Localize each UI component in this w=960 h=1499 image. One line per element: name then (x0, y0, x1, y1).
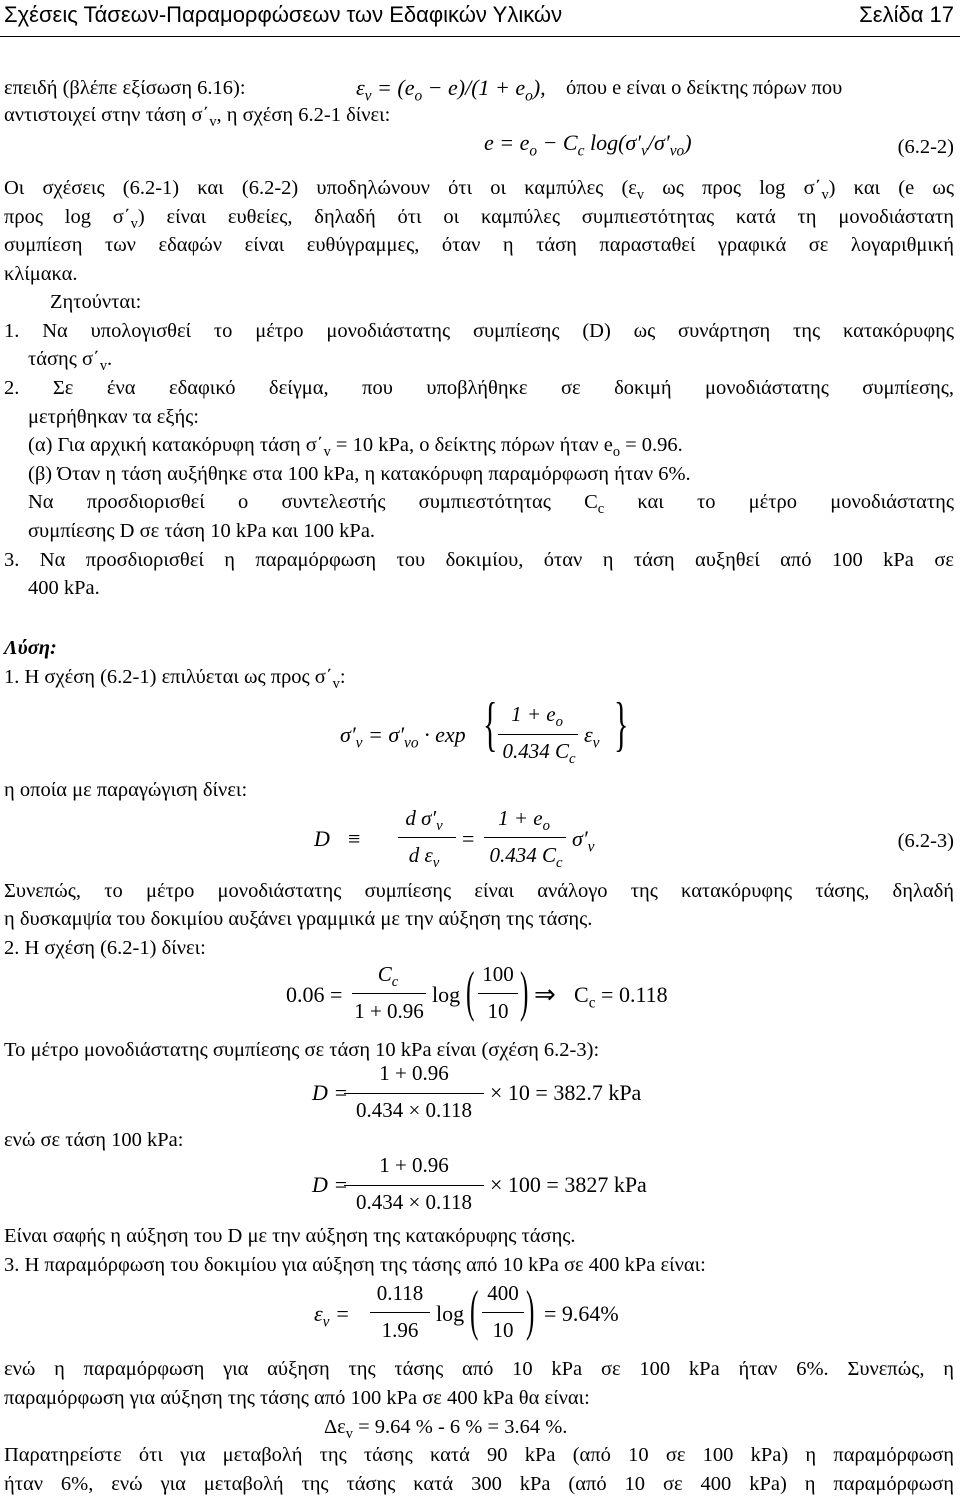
equation-tail: $\varepsilon_v$ (584, 722, 600, 752)
text-line: συμπίεση των εδαφών είναι ευθύγραμμες, όταν η τάση παρασταθεί γραφικά σε λογαριθμική (4, 234, 954, 256)
fraction-denominator: 10 (492, 1318, 514, 1342)
text-line: συμπίεσης D σε τάση 10 kPa και 100 kPa. (28, 520, 376, 542)
question-1: 1. Να υπολογισθεί το μέτρο μονοδιάστατης συμπίεσης (D) ως συνάρτηση της κατακόρυφης (4, 320, 954, 342)
fraction-numerator: 0.118 (376, 1281, 424, 1305)
fraction-bar (370, 1312, 430, 1313)
equation-lhs: D = (312, 1080, 349, 1105)
fraction-numerator: $C_c$ (377, 962, 399, 991)
inline-equation: $\varepsilon_v = (e_o - e)/(1 + e_o)$, (356, 75, 546, 105)
fraction-bar (498, 734, 578, 735)
fraction-bar (482, 1312, 524, 1313)
fraction-numerator: $1 + e_o$ (511, 702, 563, 731)
right-brace: } (614, 691, 629, 757)
fraction-denominator: 1.96 (381, 1318, 419, 1342)
text-line: Το μέτρο μονοδιάστατης συμπίεσης σε τάση 10 kPa είναι (σχέση 6.2-3): (4, 1039, 600, 1061)
text-line: αντιστοιχεί στην τάση $\sigma΄_v$, η σχέση 6.2-1 δίνει: (4, 104, 391, 131)
equation-number: (6.2-3) (897, 830, 954, 852)
text-line: Παρατηρείστε ότι για μεταβολή της τάσης κατά 90 kPa (από 10 σε 100 kPa) η παραμόρφωση (4, 1444, 954, 1466)
fraction-bar (344, 1093, 484, 1094)
header-title: Σχέσεις Τάσεων-Παραμορφώσεων των Εδαφικών Υλικών (4, 2, 563, 27)
left-paren: ( (466, 961, 475, 1023)
text-line: Συνεπώς, το μέτρο μονοδιάστατης συμπίεσης είναι ανάλογο της κατακόρυφης τάσης, δηλαδή (4, 880, 954, 902)
text-line: Να προσδιορισθεί ο συντελεστής συμπιεστότητας $C_c$ και το μέτρο μονοδιάστατης (28, 491, 954, 518)
equation-lhs: 0.06 = (286, 982, 343, 1007)
equation-lhs: D = (312, 1172, 349, 1197)
equation-6-2-2: $e = e_o - C_c$ $\log(\sigma'_v/\sigma'_{vo})$ (484, 130, 692, 160)
text-line: ενώ η παραμόρφωση για αύξηση της τάσης από 10 kPa σε 100 kPa ήταν 6%. Συνεπώς, η (4, 1358, 954, 1380)
fraction-bar (478, 993, 518, 994)
equation-lhs: D (314, 826, 330, 851)
text-line: 1. Η σχέση (6.2-1) επιλύεται ως προς $\sigma΄_v$: (4, 666, 346, 693)
text-line: (α) Για αρχική κατακόρυφη τάση $\sigma΄_v = 10$ kPa, ο δείκτης πόρων ήταν $e_o = 0.96$. (28, 434, 683, 461)
fraction-numerator: 400 (487, 1281, 519, 1305)
left-brace: { (483, 691, 498, 757)
log-label: log (436, 1301, 465, 1326)
page-header (0, 0, 960, 30)
text-line: 2. Η σχέση (6.2-1) δίνει: (4, 937, 206, 959)
text-line: ενώ σε τάση 100 kPa: (4, 1129, 184, 1151)
fraction-numerator: 100 (482, 962, 514, 986)
equation-tail: × 100 = 3827 kPa (490, 1172, 647, 1197)
fraction-bar (344, 1185, 484, 1186)
text-fragment: επειδή (βλέπε εξίσωση 6.16): (4, 77, 246, 99)
equation-result: = 9.64% (544, 1301, 619, 1326)
text-line: μετρήθηκαν τα εξής: (28, 406, 199, 428)
solution-heading: Λύση: (4, 637, 57, 659)
implies-arrow: ⇒ (534, 980, 556, 1009)
equation-number: (6.2-2) (897, 136, 954, 158)
equals-sign: = (462, 826, 475, 851)
text-line: ήταν 6%, ενώ για μεταβολή της τάσης κατά 300 kPa (από 10 σε 400 kPa) η παραμόρφωση (4, 1473, 954, 1495)
fraction-numerator: 1 + 0.96 (379, 1153, 449, 1177)
fraction-numerator: $1 + e_o$ (498, 806, 550, 835)
right-paren: ) (520, 961, 529, 1023)
fraction-denominator: 0.434 × 0.118 (355, 1098, 473, 1122)
fraction-numerator: d $\sigma'_v$ (405, 806, 443, 835)
text-line: κλίμακα. (4, 263, 78, 285)
page-number: Σελίδα 17 (859, 2, 954, 27)
equivalence-sign: ≡ (348, 826, 361, 851)
fraction-denominator: 0.434 $C_c$ (502, 739, 576, 768)
equation-lhs: $\sigma'_v = \sigma'_{vo} \cdot \exp$ (340, 722, 466, 752)
right-paren: ) (526, 1280, 535, 1342)
equation-lhs: $\varepsilon_v$ = (314, 1301, 350, 1331)
equation-tail: $\sigma'_v$ (572, 826, 595, 856)
left-paren: ( (470, 1280, 479, 1342)
text-fragment: όπου e είναι ο δείκτης πόρων που (566, 77, 843, 99)
equation-tail: × 10 = 382.7 kPa (490, 1080, 642, 1105)
equation-result: $C_c = 0.118$ (574, 982, 668, 1012)
text-line: 3. Η παραμόρφωση του δοκιμίου για αύξηση της τάσης από 10 kPa σε 400 kPa είναι: (4, 1254, 706, 1276)
fraction-numerator: 1 + 0.96 (379, 1061, 449, 1085)
text-line: παραμόρφωση για αύξηση της τάσης από 100 kPa σε 400 kPa θα είναι: (4, 1387, 590, 1409)
text-line: 400 kPa. (28, 577, 100, 599)
text-line: Οι σχέσεις (6.2-1) και (6.2-2) υποδηλώνουν ότι οι καμπύλες ($\varepsilon_v$ ως προς $\log \sigma΄_v$) και (e ως (4, 177, 954, 204)
text-line: η δυσκαμψία του δοκιμίου αυξάνει γραμμικά με την αύξηση της τάσης. (4, 908, 593, 930)
fraction-denominator: 0.434 × 0.118 (355, 1190, 473, 1214)
fraction-denominator: 10 (487, 999, 509, 1023)
text-line: Είναι σαφής η αύξηση του D με την αύξηση της κατακόρυφης τάσης. (4, 1225, 576, 1247)
fraction-bar (484, 837, 566, 838)
fraction-bar (352, 993, 426, 994)
text-line: Ζητούνται: (50, 291, 142, 313)
fraction-bar (398, 837, 456, 838)
question-2: 2. Σε ένα εδαφικό δείγμα, που υποβλήθηκε σε δοκιμή μονοδιάστατης συμπίεσης, (4, 377, 954, 399)
log-label: log (432, 982, 461, 1007)
equation-inline: $\Delta\varepsilon_v = 9.64$ % - 6 % = 3.64 %. (324, 1416, 568, 1443)
text-line: προς $\log \sigma΄_v$) είναι ευθείες, δηλαδή ότι οι καμπύλες συμπιεστότητας κατά τη μονοδιάστατη (4, 206, 954, 233)
text-line: (β) Όταν η τάση αυξήθηκε στα 100 kPa, η κατακόρυφη παραμόρφωση ήταν 6%. (28, 463, 691, 485)
text-line: τάσης $\sigma΄_v$. (28, 348, 113, 375)
text-line: η οποία με παραγώγιση δίνει: (4, 779, 248, 801)
fraction-denominator: d $\varepsilon_v$ (408, 843, 440, 872)
fraction-denominator: 0.434 $C_c$ (489, 843, 563, 872)
question-3: 3. Να προσδιορισθεί η παραμόρφωση του δοκιμίου, όταν η τάση αυξηθεί από 100 kPa σε (4, 549, 954, 571)
header-rule (0, 36, 960, 37)
fraction-denominator: 1 + 0.96 (354, 999, 424, 1023)
